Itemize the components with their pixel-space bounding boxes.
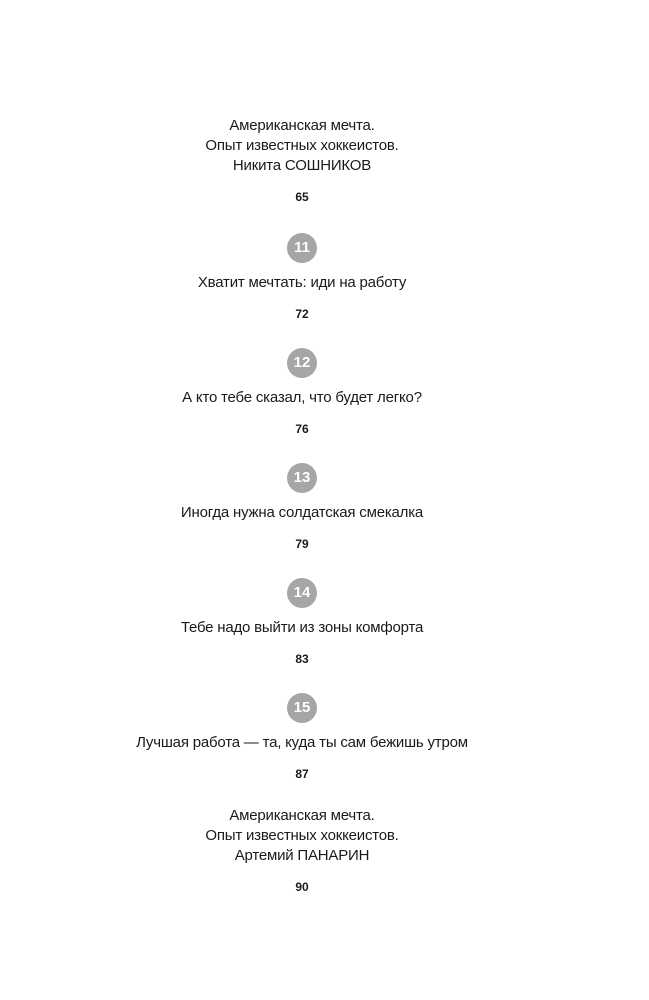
toc-entry-title-line: Американская мечта. (229, 117, 375, 134)
toc-entry-title-line: Американская мечта. (229, 807, 375, 824)
chapter-number-badge: 13 (287, 463, 317, 493)
toc-entry-title-line: Артемий ПАНАРИН (234, 847, 370, 864)
toc-entry-title-line: А кто тебе сказал, что будет легко? (182, 389, 422, 406)
chapter-number-badge: 15 (287, 693, 317, 723)
toc-entry-chapter-12[interactable] (0, 348, 604, 436)
toc-entry-title-line: Тебе надо выйти из зоны комфорта (180, 619, 424, 636)
toc-entry-page-number: 87 (295, 767, 309, 781)
toc-entry-title-line: Никита СОШНИКОВ (232, 157, 372, 174)
toc-entry-title-line: Опыт известных хоккеистов. (205, 827, 399, 844)
toc-entry-page-number: 76 (295, 422, 309, 436)
toc-entry-title-line: Опыт известных хоккеистов. (205, 137, 399, 154)
chapter-number-badge: 14 (287, 578, 317, 608)
toc-entry-chapter-14[interactable] (0, 578, 604, 666)
toc-entry-page-number: 72 (295, 307, 309, 321)
toc-entry-panarin[interactable] (0, 806, 604, 894)
toc-entry-chapter-11[interactable] (0, 233, 604, 321)
toc-entry-title-line: Хватит мечтать: иди на работу (197, 274, 407, 291)
toc-entry-sochnikov[interactable] (0, 116, 604, 204)
toc-entry-page-number: 90 (295, 880, 309, 894)
chapter-number-badge: 11 (287, 233, 317, 263)
toc-entry-chapter-15[interactable] (0, 693, 604, 781)
chapter-number-badge: 12 (287, 348, 317, 378)
toc-entry-chapter-13[interactable] (0, 463, 604, 551)
toc-entry-title-line: Лучшая работа — та, куда ты сам бежишь утром (136, 734, 468, 751)
toc-entry-title-line: Иногда нужна солдатская смекалка (180, 504, 424, 521)
toc-entry-page-number: 79 (295, 537, 309, 551)
toc-entry-page-number: 65 (295, 190, 309, 204)
toc-entry-page-number: 83 (295, 652, 309, 666)
